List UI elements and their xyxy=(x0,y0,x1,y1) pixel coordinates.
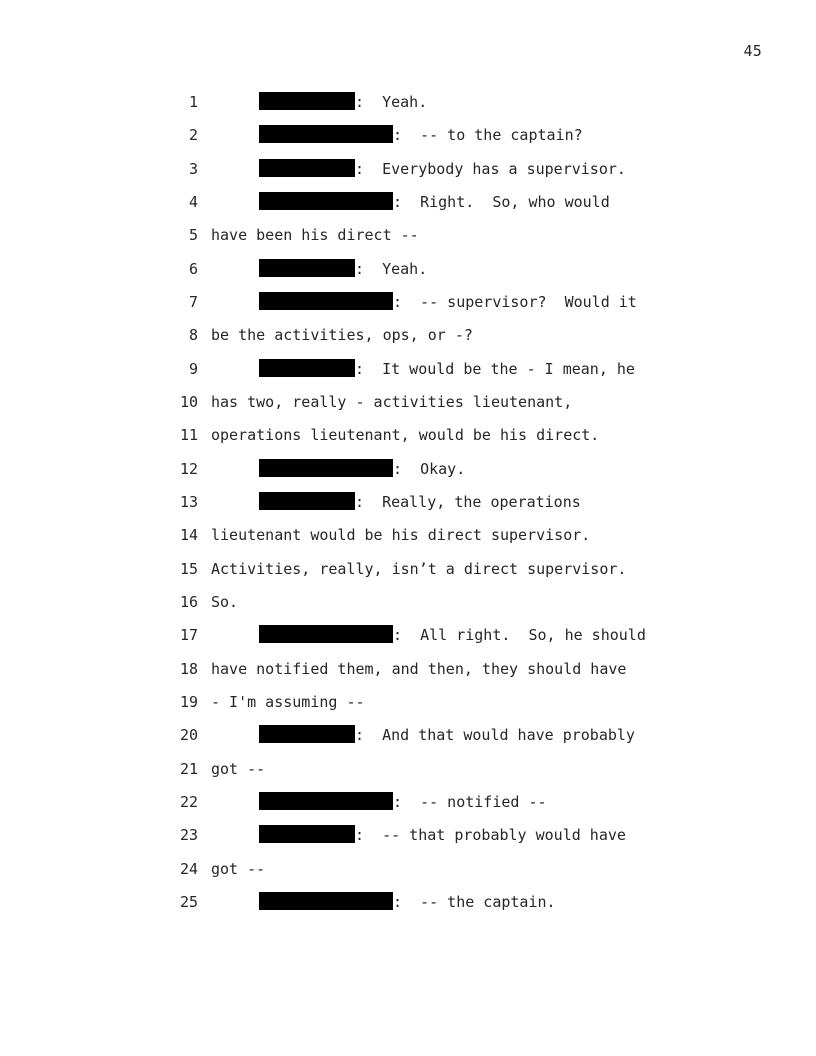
line-text: lieutenant would be his direct supervisor. xyxy=(211,526,591,545)
line-content xyxy=(259,486,581,519)
line-content xyxy=(211,553,626,586)
line-text: : Okay. xyxy=(393,459,466,478)
line-number: 22 xyxy=(179,792,198,811)
line-text: : Yeah. xyxy=(355,93,428,111)
line-text: : -- notified -- xyxy=(393,792,547,811)
transcript-line xyxy=(0,653,816,686)
line-number: 21 xyxy=(179,759,198,778)
line-content xyxy=(211,319,473,352)
line-number: 5 xyxy=(188,226,198,245)
line-content xyxy=(259,119,583,152)
redacted-speaker-name xyxy=(259,892,393,910)
line-number: 25 xyxy=(179,892,198,911)
redacted-speaker-name xyxy=(259,125,393,143)
transcript-line xyxy=(0,586,816,619)
line-content xyxy=(211,586,238,619)
line-number: 1 xyxy=(188,93,198,111)
redacted-speaker-name xyxy=(259,92,355,110)
line-text: : Yeah. xyxy=(355,259,428,278)
line-text: : All right. So, he should xyxy=(393,626,646,645)
redacted-speaker-name xyxy=(259,625,393,643)
line-content xyxy=(211,853,265,886)
transcript-line xyxy=(0,119,816,152)
line-text: : -- that probably would have xyxy=(355,826,626,845)
line-number: 7 xyxy=(188,292,198,311)
transcript-line xyxy=(0,853,816,886)
line-content xyxy=(259,786,547,819)
line-text: : -- the captain. xyxy=(393,892,556,911)
transcript-body xyxy=(0,86,816,919)
transcript-line xyxy=(0,553,816,586)
line-content xyxy=(259,453,465,486)
line-number: 15 xyxy=(179,559,198,578)
line-number: 16 xyxy=(179,592,198,611)
line-text: have notified them, and then, they should have xyxy=(211,659,627,678)
redacted-speaker-name xyxy=(259,292,393,310)
line-number: 11 xyxy=(179,426,198,445)
transcript-line xyxy=(0,186,816,219)
transcript-line xyxy=(0,286,816,319)
line-content xyxy=(211,386,572,419)
transcript-line xyxy=(0,353,816,386)
line-content xyxy=(259,719,635,752)
line-number: 4 xyxy=(188,192,198,211)
redacted-speaker-name xyxy=(259,159,355,177)
transcript-line xyxy=(0,153,816,186)
line-content xyxy=(259,286,637,319)
line-content xyxy=(211,419,599,452)
transcript-line xyxy=(0,886,816,919)
line-content xyxy=(259,186,610,219)
transcript-line xyxy=(0,486,816,519)
line-text: : Right. So, who would xyxy=(393,192,610,211)
line-number: 17 xyxy=(179,626,198,645)
transcript-line xyxy=(0,219,816,252)
redacted-speaker-name xyxy=(259,359,355,377)
transcript-line xyxy=(0,519,816,552)
line-text: So. xyxy=(211,592,239,611)
line-number: 20 xyxy=(179,726,198,745)
transcript-line xyxy=(0,419,816,452)
line-text: operations lieutenant, would be his direct. xyxy=(211,426,600,445)
line-content xyxy=(259,819,626,852)
line-text: - I'm assuming -- xyxy=(211,692,365,711)
transcript-line xyxy=(0,386,816,419)
line-content xyxy=(259,153,626,186)
line-content xyxy=(211,686,365,719)
line-number: 6 xyxy=(188,259,198,278)
line-content xyxy=(211,519,590,552)
transcript-line xyxy=(0,86,816,119)
line-number: 10 xyxy=(179,392,198,411)
line-text: : -- supervisor? Would it xyxy=(393,292,637,311)
redacted-speaker-name xyxy=(259,459,393,477)
redacted-speaker-name xyxy=(259,725,355,743)
line-text: got -- xyxy=(211,859,266,878)
line-content xyxy=(211,653,626,686)
line-content xyxy=(211,219,419,252)
transcript-line xyxy=(0,253,816,286)
redacted-speaker-name xyxy=(259,792,393,810)
redacted-speaker-name xyxy=(259,259,355,277)
line-content xyxy=(259,86,427,119)
redacted-speaker-name xyxy=(259,192,393,210)
line-content xyxy=(259,619,646,652)
transcript-line xyxy=(0,753,816,786)
line-text: : Really, the operations xyxy=(355,492,581,511)
transcript-line xyxy=(0,453,816,486)
line-text: : Everybody has a supervisor. xyxy=(355,159,626,178)
line-number: 19 xyxy=(179,692,198,711)
page-number: 45 xyxy=(743,42,762,60)
transcript-line xyxy=(0,686,816,719)
line-text: : -- to the captain? xyxy=(393,126,583,145)
line-number: 8 xyxy=(188,326,198,345)
line-number: 14 xyxy=(179,526,198,545)
line-number: 13 xyxy=(179,492,198,511)
line-number: 24 xyxy=(179,859,198,878)
line-number: 18 xyxy=(179,659,198,678)
transcript-line xyxy=(0,619,816,652)
line-content xyxy=(259,253,427,286)
line-content xyxy=(259,886,556,919)
transcript-line xyxy=(0,819,816,852)
line-number: 9 xyxy=(188,359,198,378)
redacted-speaker-name xyxy=(259,825,355,843)
line-text: have been his direct -- xyxy=(211,226,419,245)
line-text: got -- xyxy=(211,759,266,778)
transcript-line xyxy=(0,319,816,352)
line-number: 2 xyxy=(188,126,198,145)
line-number: 12 xyxy=(179,459,198,478)
line-number: 23 xyxy=(179,826,198,845)
line-text: has two, really - activities lieutenant, xyxy=(211,392,573,411)
line-number: 3 xyxy=(188,159,198,178)
line-text: Activities, really, isn’t a direct supervisor. xyxy=(211,559,627,578)
line-text: : And that would have probably xyxy=(355,726,635,745)
line-content xyxy=(211,753,265,786)
redacted-speaker-name xyxy=(259,492,355,510)
transcript-line xyxy=(0,786,816,819)
transcript-line xyxy=(0,719,816,752)
line-text: be the activities, ops, or -? xyxy=(211,326,473,345)
line-content xyxy=(259,353,635,386)
line-text: : It would be the - I mean, he xyxy=(355,359,635,378)
